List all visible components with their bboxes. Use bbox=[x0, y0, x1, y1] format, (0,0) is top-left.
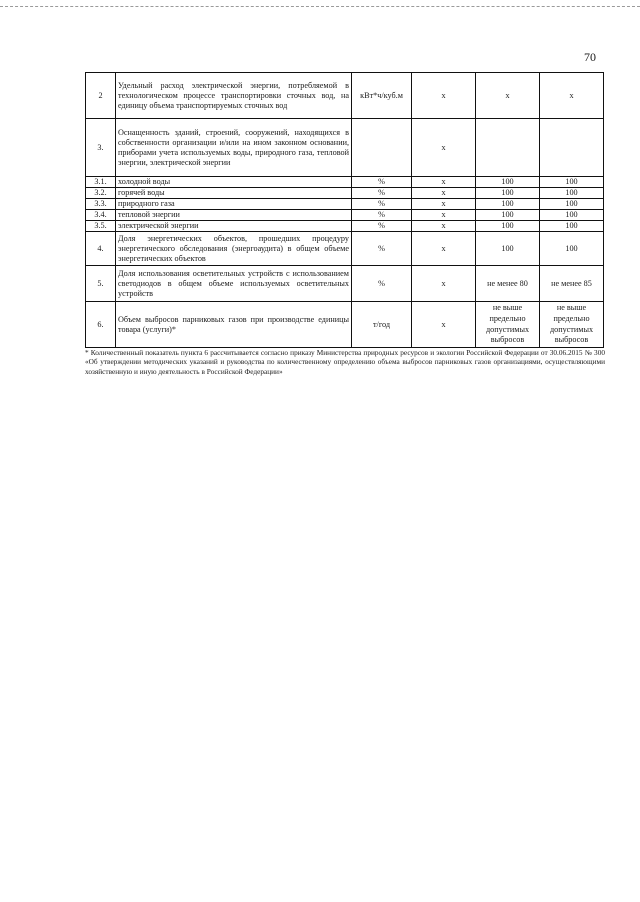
row-value-2: 100 bbox=[476, 221, 540, 232]
row-value-1: х bbox=[412, 188, 476, 199]
row-value-2: не менее 80 bbox=[476, 266, 540, 302]
row-value-1: х bbox=[412, 73, 476, 119]
table-row bbox=[86, 199, 604, 210]
row-number: 2 bbox=[86, 73, 116, 119]
row-value-3: 100 bbox=[540, 199, 604, 210]
row-value-1: х bbox=[412, 221, 476, 232]
row-value-1: х bbox=[412, 210, 476, 221]
row-unit: % bbox=[352, 266, 412, 302]
row-description: Удельный расход электрической энергии, потребляемой в технологическом процессе транспортировки сточных вод, на единицу объема транспортируемых сточных вод bbox=[116, 73, 352, 119]
scan-edge-line bbox=[0, 6, 640, 7]
row-value-1: х bbox=[412, 232, 476, 266]
row-number: 3. bbox=[86, 119, 116, 177]
footnote-text: * Количественный показатель пункта 6 рассчитывается согласно приказу Министерства природных ресурсов и экологии Российской Федерации от 30.06.2015 № 300 «Об утверждении методических указаний и руководства по количественному определению объема выбросов парниковых газов организациями, осуществляющими хозяйственную и иную деятельность в Российской Федерации» bbox=[85, 348, 605, 376]
row-description: Доля энергетических объектов, прошедших процедуру энергетического обследования (энергоаудита) в общем объеме энергетических объектов bbox=[116, 232, 352, 266]
table-row bbox=[86, 266, 604, 302]
row-value-2: не выше предельно допустимых выбросов bbox=[476, 302, 540, 348]
row-value-2: х bbox=[476, 73, 540, 119]
row-description: Объем выбросов парниковых газов при производстве единицы товара (услуги)* bbox=[116, 302, 352, 348]
table-row bbox=[86, 221, 604, 232]
row-value-2: 100 bbox=[476, 199, 540, 210]
row-value-1: х bbox=[412, 302, 476, 348]
row-number: 4. bbox=[86, 232, 116, 266]
row-number: 3.1. bbox=[86, 177, 116, 188]
row-value-1: х bbox=[412, 177, 476, 188]
row-value-3: не выше предельно допустимых выбросов bbox=[540, 302, 604, 348]
row-value-3 bbox=[540, 119, 604, 177]
table-row bbox=[86, 232, 604, 266]
row-description: природного газа bbox=[116, 199, 352, 210]
row-value-3: х bbox=[540, 73, 604, 119]
row-unit: % bbox=[352, 221, 412, 232]
row-unit: % bbox=[352, 210, 412, 221]
row-unit: % bbox=[352, 188, 412, 199]
row-value-3: 100 bbox=[540, 221, 604, 232]
row-unit bbox=[352, 119, 412, 177]
row-number: 3.4. bbox=[86, 210, 116, 221]
row-number: 6. bbox=[86, 302, 116, 348]
table-row bbox=[86, 188, 604, 199]
footnote bbox=[85, 348, 605, 376]
row-unit: % bbox=[352, 177, 412, 188]
row-number: 5. bbox=[86, 266, 116, 302]
page-number: 70 bbox=[584, 50, 596, 64]
row-value-2: 100 bbox=[476, 210, 540, 221]
row-unit: % bbox=[352, 232, 412, 266]
row-description: Доля использования осветительных устройств с использованием светодиодов в общем объеме используемых осветительных устройств bbox=[116, 266, 352, 302]
row-number: 3.5. bbox=[86, 221, 116, 232]
row-value-2: 100 bbox=[476, 177, 540, 188]
row-number: 3.3. bbox=[86, 199, 116, 210]
row-description: холодной воды bbox=[116, 177, 352, 188]
row-value-1: х bbox=[412, 266, 476, 302]
row-value-2 bbox=[476, 119, 540, 177]
row-value-3: 100 bbox=[540, 210, 604, 221]
row-description: тепловой энергии bbox=[116, 210, 352, 221]
row-unit: т/год bbox=[352, 302, 412, 348]
table-row bbox=[86, 73, 604, 119]
row-unit: кВт*ч/куб.м bbox=[352, 73, 412, 119]
row-unit: % bbox=[352, 199, 412, 210]
table-row bbox=[86, 302, 604, 348]
row-value-3: не менее 85 bbox=[540, 266, 604, 302]
table-row bbox=[86, 177, 604, 188]
row-value-1: х bbox=[412, 199, 476, 210]
row-description: электрической энергии bbox=[116, 221, 352, 232]
row-description: Оснащенность зданий, строений, сооружений, находящихся в собственности организации и/или на ином законном основании, приборами учета используемых воды, природного газа, тепловой энергии, электрической энергии bbox=[116, 119, 352, 177]
row-value-1: х bbox=[412, 119, 476, 177]
row-value-2: 100 bbox=[476, 188, 540, 199]
table-row bbox=[86, 210, 604, 221]
row-value-2: 100 bbox=[476, 232, 540, 266]
row-value-3: 100 bbox=[540, 232, 604, 266]
row-value-3: 100 bbox=[540, 188, 604, 199]
row-value-3: 100 bbox=[540, 177, 604, 188]
row-description: горячей воды bbox=[116, 188, 352, 199]
indicators-table bbox=[85, 72, 604, 348]
table-row bbox=[86, 119, 604, 177]
row-number: 3.2. bbox=[86, 188, 116, 199]
